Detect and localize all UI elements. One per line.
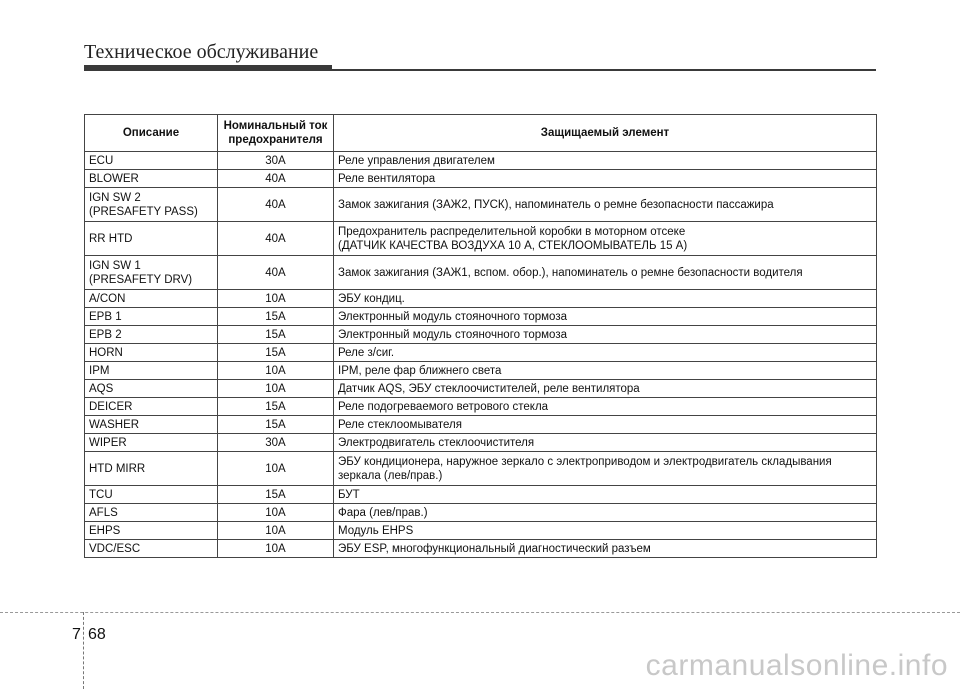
fuse-rating-cell: 10A bbox=[218, 540, 334, 558]
column-header-protected-element: Защищаемый элемент bbox=[334, 115, 877, 152]
fuse-name-cell: WASHER bbox=[85, 416, 218, 434]
table-row bbox=[85, 486, 877, 504]
fuse-rating-cell: 30A bbox=[218, 434, 334, 452]
protected-element-cell: ЭБУ ESP, многофункциональный диагностический разъем bbox=[334, 540, 877, 558]
fuse-name-cell: VDC/ESC bbox=[85, 540, 218, 558]
table-row bbox=[85, 380, 877, 398]
table-row bbox=[85, 222, 877, 256]
site-watermark: carmanualsonline.info bbox=[645, 649, 948, 682]
fuse-rating-cell: 15A bbox=[218, 326, 334, 344]
protected-element-cell: БУТ bbox=[334, 486, 877, 504]
fuse-rating-cell: 10A bbox=[218, 522, 334, 540]
protected-element-cell: Электродвигатель стеклоочистителя bbox=[334, 434, 877, 452]
column-header-rating: Номинальный ток предохранителя bbox=[218, 115, 334, 152]
protected-element-cell: Датчик AQS, ЭБУ стеклоочистителей, реле вентилятора bbox=[334, 380, 877, 398]
fuse-name-cell: TCU bbox=[85, 486, 218, 504]
table-row bbox=[85, 344, 877, 362]
fuse-name-cell: ECU bbox=[85, 152, 218, 170]
header-rule-thin bbox=[332, 69, 876, 71]
protected-element-cell: Модуль EHPS bbox=[334, 522, 877, 540]
fuse-name-cell: DEICER bbox=[85, 398, 218, 416]
footer-divider bbox=[83, 612, 84, 689]
protected-element-cell: ЭБУ кондиц. bbox=[334, 290, 877, 308]
fuse-name-cell: RR HTD bbox=[85, 222, 218, 256]
table-row bbox=[85, 308, 877, 326]
protected-element-cell: IPM, реле фар ближнего света bbox=[334, 362, 877, 380]
fuse-name-cell: EPB 1 bbox=[85, 308, 218, 326]
fuse-rating-cell: 15A bbox=[218, 398, 334, 416]
fuse-rating-cell: 15A bbox=[218, 344, 334, 362]
table-row bbox=[85, 362, 877, 380]
table-row bbox=[85, 256, 877, 290]
fuse-rating-cell: 40A bbox=[218, 188, 334, 222]
fuse-rating-cell: 40A bbox=[218, 170, 334, 188]
fuse-name-cell: HTD MIRR bbox=[85, 452, 218, 486]
table-row bbox=[85, 326, 877, 344]
header-rule-thick bbox=[84, 65, 332, 71]
protected-element-cell: Реле подогреваемого ветрового стекла bbox=[334, 398, 877, 416]
protected-element-cell: ЭБУ кондиционера, наружное зеркало с электроприводом и электродвигатель складывания зеркала (лев/прав.) bbox=[334, 452, 877, 486]
table-row bbox=[85, 540, 877, 558]
page-header-title: Техническое обслуживание bbox=[84, 41, 319, 63]
table-row bbox=[85, 434, 877, 452]
fuse-rating-cell: 40A bbox=[218, 256, 334, 290]
fuse-name-cell: IGN SW 1 (PRESAFETY DRV) bbox=[85, 256, 218, 290]
protected-element-cell: Реле з/сиг. bbox=[334, 344, 877, 362]
protected-element-cell: Электронный модуль стояночного тормоза bbox=[334, 308, 877, 326]
fuse-name-cell: EHPS bbox=[85, 522, 218, 540]
fuse-table-header-row bbox=[85, 115, 877, 152]
fuse-name-cell: IGN SW 2 (PRESAFETY PASS) bbox=[85, 188, 218, 222]
protected-element-cell: Замок зажигания (ЗАЖ1, вспом. обор.), напоминатель о ремне безопасности водителя bbox=[334, 256, 877, 290]
fuse-table-body bbox=[85, 152, 877, 558]
column-header-description: Описание bbox=[85, 115, 218, 152]
fuse-name-cell: A/CON bbox=[85, 290, 218, 308]
fuse-rating-cell: 15A bbox=[218, 486, 334, 504]
protected-element-cell: Предохранитель распределительной коробки в моторном отсеке (ДАТЧИК КАЧЕСТВА ВОЗДУХА 10 А, СТЕКЛООМЫВАТЕЛЬ 15 А) bbox=[334, 222, 877, 256]
protected-element-cell: Электронный модуль стояночного тормоза bbox=[334, 326, 877, 344]
table-row bbox=[85, 398, 877, 416]
table-row bbox=[85, 152, 877, 170]
fuse-name-cell: EPB 2 bbox=[85, 326, 218, 344]
table-row bbox=[85, 188, 877, 222]
fuse-rating-cell: 15A bbox=[218, 416, 334, 434]
fuse-rating-cell: 10A bbox=[218, 362, 334, 380]
fuse-name-cell: AFLS bbox=[85, 504, 218, 522]
fuse-name-cell: IPM bbox=[85, 362, 218, 380]
fuse-rating-cell: 15A bbox=[218, 308, 334, 326]
protected-element-cell: Реле стеклоомывателя bbox=[334, 416, 877, 434]
fuse-rating-cell: 10A bbox=[218, 504, 334, 522]
fuse-table bbox=[84, 114, 877, 558]
table-row bbox=[85, 452, 877, 486]
fuse-rating-cell: 10A bbox=[218, 290, 334, 308]
fuse-name-cell: WIPER bbox=[85, 434, 218, 452]
table-row bbox=[85, 170, 877, 188]
footer-rule bbox=[0, 612, 960, 613]
page-number: 68 bbox=[88, 626, 106, 643]
fuse-rating-cell: 30A bbox=[218, 152, 334, 170]
fuse-rating-cell: 40A bbox=[218, 222, 334, 256]
table-row bbox=[85, 416, 877, 434]
protected-element-cell: Реле управления двигателем bbox=[334, 152, 877, 170]
table-row bbox=[85, 522, 877, 540]
fuse-rating-cell: 10A bbox=[218, 380, 334, 398]
protected-element-cell: Реле вентилятора bbox=[334, 170, 877, 188]
fuse-rating-cell: 10A bbox=[218, 452, 334, 486]
protected-element-cell: Фара (лев/прав.) bbox=[334, 504, 877, 522]
protected-element-cell: Замок зажигания (ЗАЖ2, ПУСК), напоминатель о ремне безопасности пассажира bbox=[334, 188, 877, 222]
chapter-number: 7 bbox=[72, 626, 81, 643]
fuse-name-cell: BLOWER bbox=[85, 170, 218, 188]
table-row bbox=[85, 504, 877, 522]
fuse-name-cell: HORN bbox=[85, 344, 218, 362]
table-row bbox=[85, 290, 877, 308]
fuse-name-cell: AQS bbox=[85, 380, 218, 398]
